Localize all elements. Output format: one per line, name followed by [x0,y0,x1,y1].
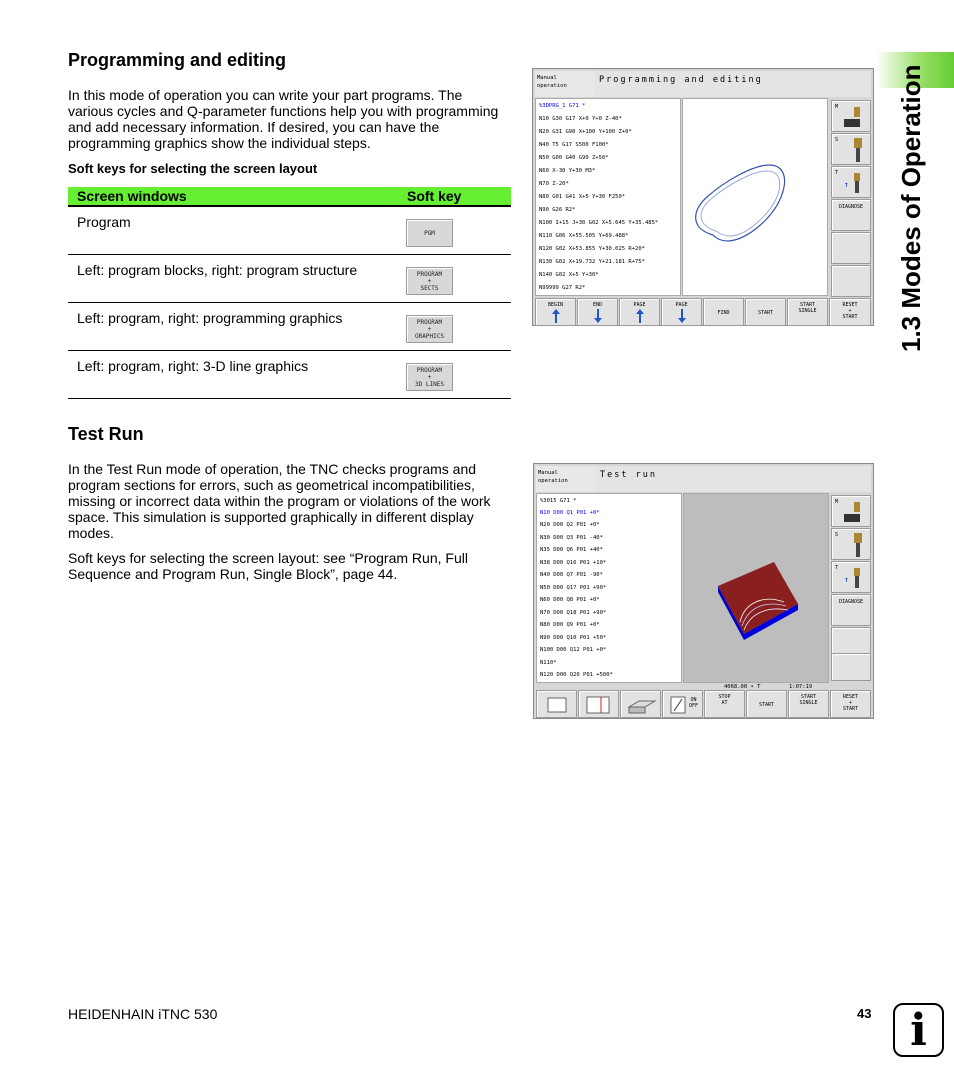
m-softkey[interactable]: M [831,495,871,527]
t-softkey[interactable]: T ↑ [831,561,871,593]
program-3d-lines-softkey[interactable]: PROGRAM + 3D LINES [406,363,453,391]
mode-title: Test run [596,466,871,492]
status-readout: 4068.00 • T [724,684,761,690]
section-heading-test-run: Test Run [68,424,144,444]
start-single-softkey[interactable]: START SINGLE [788,690,829,718]
page-down-softkey[interactable]: PAGE [661,298,702,326]
time-readout: 1:07:19 [789,684,813,690]
screenshot-programming-editing [532,68,874,326]
start-softkey[interactable]: START [746,690,787,718]
stop-at-softkey[interactable]: STOP AT [704,690,745,718]
mode-label: Manual operation [535,71,595,97]
reset-start-softkey[interactable]: RESET + START [829,298,871,326]
start-single-softkey[interactable]: START SINGLE [787,298,828,326]
table-header [68,187,511,207]
vertical-softkey-empty[interactable] [831,265,871,297]
mode-label: Manual operation [536,466,596,492]
layout-softkey-2[interactable] [578,690,619,718]
s-softkey[interactable]: S [831,133,871,165]
table-caption: Soft keys for selecting the screen layout [68,161,318,176]
mode-title: Programming and editing [595,71,871,97]
diagnose-softkey[interactable]: DIAGNOSE [831,594,871,626]
start-softkey[interactable]: START [745,298,786,326]
softkey-table [68,187,511,399]
table-row: Left: program blocks, right: program structure PROGRAM + SECTS [68,255,511,303]
begin-softkey[interactable]: BEGIN [535,298,576,326]
m-softkey[interactable]: M [831,100,871,132]
svg-text:↑: ↑ [844,180,849,189]
section-heading-programming: Programming and editing [68,50,287,70]
page-number: 43 [857,1006,872,1021]
vertical-softkey-empty[interactable] [831,653,871,681]
contour-graphic [683,99,829,297]
info-icon: i [893,1003,944,1057]
screenshot-test-run [533,463,874,719]
footer-product: HEIDENHAIN iTNC 530 [68,1006,218,1022]
program-pane: %3DPRG_1 G71 * N10 G30 G17 X+0 Y+0 Z-40* N20 G31 G90 X+100 Y+100 Z+0* N40 T5 G17 S500 F100* N50 G00 G40 G90 Z+50* N60 X-30 Y+30 M3* N70 Z-20* N80 G01 G41 X+5 Y+30 F250* N90 G26 R2* N100 I+15 J+30 G02 X+5.645 Y+35.485* N110 G06 X+55.505 Y+69.488* N120 G02 X+53.855 Y+30.025 R+20* N130 G02 X+19.732 Y+21.181 R+75* N140 G02 X+5 Y+30* N99999 G27 R2* [535,98,681,296]
section-body-programming: In this mode of operation you can write your part programs. The various cycles and Q-parameter functions help you with programming and add necessary information. If desired, you can have the programming graphics show the individual steps. [68,87,499,151]
vertical-softkey-bar [831,493,873,683]
horizontal-softkey-bar [536,690,873,718]
end-softkey[interactable]: END [577,298,618,326]
find-softkey[interactable]: FIND [703,298,744,326]
display-toggle-softkey[interactable]: ON OFF [662,690,703,718]
pgm-softkey[interactable]: PGM [406,219,453,247]
reset-start-softkey[interactable]: RESET + START [830,690,871,718]
page-up-softkey[interactable]: PAGE [619,298,660,326]
svg-text:↑: ↑ [844,575,849,584]
table-row: Left: program, right: 3-D line graphics PROGRAM + 3D LINES [68,351,511,399]
layout-softkey-1[interactable] [536,690,577,718]
t-softkey[interactable]: T ↑ [831,166,871,198]
section-body-test-run-2: Soft keys for selecting the screen layout: see “Program Run, Full Sequence and Program Run, Single Block”, page 44. [68,550,468,582]
test-run-graphics-pane [683,493,829,683]
chapter-title: 1.3 Modes of Operation [896,64,926,352]
diagnose-softkey[interactable]: DIAGNOSE [831,199,871,231]
vertical-softkey-bar [831,98,873,296]
table-row: Program PGM [68,207,511,255]
horizontal-softkey-bar [535,298,873,326]
col-soft-key: Soft key [407,188,462,204]
col-screen-windows: Screen windows [77,188,187,204]
section-body-test-run: In the Test Run mode of operation, the TNC checks programs and program sections for errors, such as geometrical incompatibilities, missing or incorrect data within the program or violations of the work space. This simulation is supported graphically in different display modes. [68,461,491,541]
s-softkey[interactable]: S [831,528,871,560]
vertical-softkey-empty[interactable] [831,232,871,264]
table-row: Left: program, right: programming graphics PROGRAM + GRAPHICS [68,303,511,351]
program-graphics-softkey[interactable]: PROGRAM + GRAPHICS [406,315,453,343]
programming-graphics-pane [682,98,828,296]
program-pane: %3015 G71 * N10 D00 Q1 P01 +0* N20 D00 Q2 P01 +0* N30 D00 Q3 P01 -40* N35 D00 Q6 P01 +40* N38 D00 Q16 P01 +10* N40 D00 Q7 P01 -90* N50 D00 Q17 P01 +90* N60 D00 Q8 P01 +0* N70 D00 Q18 P01 +90* N80 D00 Q9 P01 +0* N90 D00 Q10 P01 +50* N100 D00 Q12 P01 +0* N110* N120 D00 Q20 P01 +500* [536,493,682,683]
program-sects-softkey[interactable]: PROGRAM + SECTS [406,267,453,295]
3d-view-softkey[interactable] [620,690,661,718]
3d-workpiece-graphic [684,494,830,684]
